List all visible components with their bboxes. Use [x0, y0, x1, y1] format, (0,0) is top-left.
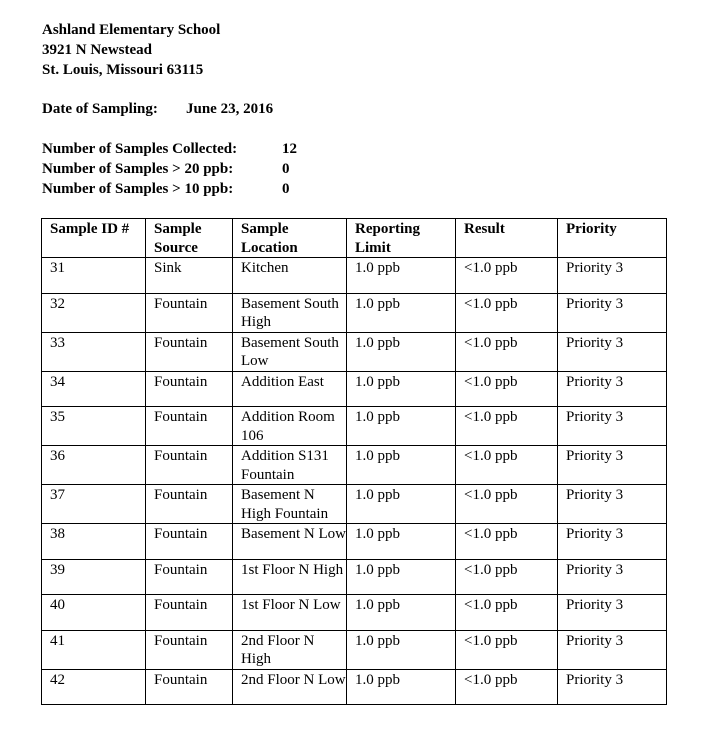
cell-reporting-limit: 1.0 ppb — [347, 559, 456, 595]
cell-sample-source: Fountain — [146, 669, 233, 705]
cell-priority: Priority 3 — [558, 559, 667, 595]
summary-label: Number of Samples > 20 ppb: — [42, 161, 234, 177]
table-header-row — [42, 219, 667, 258]
cell-sample-id: 42 — [42, 669, 146, 705]
header-sample-location: Sample Location — [233, 219, 347, 258]
samples-table — [41, 218, 667, 705]
cell-result: <1.0 ppb — [456, 293, 558, 332]
summary-label: Number of Samples > 10 ppb: — [42, 181, 234, 197]
cell-sample-source: Fountain — [146, 407, 233, 446]
cell-priority: Priority 3 — [558, 669, 667, 705]
cell-reporting-limit: 1.0 ppb — [347, 669, 456, 705]
cell-reporting-limit: 1.0 ppb — [347, 258, 456, 294]
header-priority: Priority — [558, 219, 667, 258]
table-row — [42, 407, 667, 446]
cell-sample-source: Fountain — [146, 332, 233, 371]
school-city: St. Louis, Missouri 63115 — [42, 62, 204, 78]
cell-priority: Priority 3 — [558, 293, 667, 332]
cell-sample-id: 39 — [42, 559, 146, 595]
cell-sample-source: Fountain — [146, 446, 233, 485]
summary-label: Number of Samples Collected: — [42, 141, 238, 157]
cell-reporting-limit: 1.0 ppb — [347, 630, 456, 669]
table-row — [42, 669, 667, 705]
cell-sample-id: 33 — [42, 332, 146, 371]
cell-sample-id: 35 — [42, 407, 146, 446]
school-address: 3921 N Newstead — [42, 42, 152, 58]
cell-priority: Priority 3 — [558, 258, 667, 294]
cell-reporting-limit: 1.0 ppb — [347, 595, 456, 631]
sampling-date-value: June 23, 2016 — [186, 101, 274, 117]
cell-reporting-limit: 1.0 ppb — [347, 485, 456, 524]
cell-result: <1.0 ppb — [456, 258, 558, 294]
cell-reporting-limit: 1.0 ppb — [347, 293, 456, 332]
cell-sample-source: Fountain — [146, 371, 233, 407]
cell-sample-source: Fountain — [146, 559, 233, 595]
summary-value: 0 — [282, 161, 290, 177]
cell-reporting-limit: 1.0 ppb — [347, 407, 456, 446]
cell-result: <1.0 ppb — [456, 559, 558, 595]
cell-sample-location: Basement N High Fountain — [233, 485, 347, 524]
summary-value: 12 — [282, 141, 297, 157]
cell-sample-source: Fountain — [146, 524, 233, 560]
cell-reporting-limit: 1.0 ppb — [347, 371, 456, 407]
cell-result: <1.0 ppb — [456, 669, 558, 705]
cell-priority: Priority 3 — [558, 371, 667, 407]
cell-priority: Priority 3 — [558, 332, 667, 371]
cell-sample-source: Fountain — [146, 293, 233, 332]
cell-sample-location: Addition Room 106 — [233, 407, 347, 446]
cell-sample-location: 1st Floor N High — [233, 559, 347, 595]
header-reporting-limit: Reporting Limit — [347, 219, 456, 258]
table-row — [42, 630, 667, 669]
cell-sample-location: 2nd Floor N Low — [233, 669, 347, 705]
cell-sample-id: 38 — [42, 524, 146, 560]
table-row — [42, 524, 667, 560]
cell-result: <1.0 ppb — [456, 524, 558, 560]
cell-result: <1.0 ppb — [456, 407, 558, 446]
header-sample-id: Sample ID # — [42, 219, 146, 258]
cell-sample-id: 34 — [42, 371, 146, 407]
cell-sample-id: 37 — [42, 485, 146, 524]
cell-priority: Priority 3 — [558, 524, 667, 560]
sampling-date-label: Date of Sampling: — [42, 101, 158, 117]
table-row — [42, 371, 667, 407]
cell-result: <1.0 ppb — [456, 630, 558, 669]
table-row — [42, 559, 667, 595]
cell-sample-location: Addition S131 Fountain — [233, 446, 347, 485]
cell-sample-location: Basement N Low — [233, 524, 347, 560]
cell-sample-location: Addition East — [233, 371, 347, 407]
cell-sample-id: 31 — [42, 258, 146, 294]
cell-sample-id: 36 — [42, 446, 146, 485]
cell-reporting-limit: 1.0 ppb — [347, 524, 456, 560]
school-name: Ashland Elementary School — [42, 22, 221, 38]
cell-sample-source: Fountain — [146, 485, 233, 524]
cell-reporting-limit: 1.0 ppb — [347, 446, 456, 485]
cell-priority: Priority 3 — [558, 630, 667, 669]
cell-result: <1.0 ppb — [456, 595, 558, 631]
cell-result: <1.0 ppb — [456, 332, 558, 371]
table-row — [42, 293, 667, 332]
cell-sample-location: Basement South Low — [233, 332, 347, 371]
cell-result: <1.0 ppb — [456, 446, 558, 485]
cell-priority: Priority 3 — [558, 407, 667, 446]
table-row — [42, 332, 667, 371]
cell-sample-location: Basement South High — [233, 293, 347, 332]
cell-sample-id: 40 — [42, 595, 146, 631]
cell-priority: Priority 3 — [558, 595, 667, 631]
cell-priority: Priority 3 — [558, 485, 667, 524]
cell-sample-source: Fountain — [146, 595, 233, 631]
table-row — [42, 446, 667, 485]
cell-sample-location: Kitchen — [233, 258, 347, 294]
table-row — [42, 258, 667, 294]
cell-sample-id: 32 — [42, 293, 146, 332]
cell-sample-location: 2nd Floor N High — [233, 630, 347, 669]
cell-sample-source: Fountain — [146, 630, 233, 669]
cell-reporting-limit: 1.0 ppb — [347, 332, 456, 371]
table-row — [42, 595, 667, 631]
cell-result: <1.0 ppb — [456, 485, 558, 524]
cell-sample-id: 41 — [42, 630, 146, 669]
cell-sample-location: 1st Floor N Low — [233, 595, 347, 631]
header-sample-source: Sample Source — [146, 219, 233, 258]
header-result: Result — [456, 219, 558, 258]
table-row — [42, 485, 667, 524]
cell-sample-source: Sink — [146, 258, 233, 294]
summary-value: 0 — [282, 181, 290, 197]
cell-result: <1.0 ppb — [456, 371, 558, 407]
cell-priority: Priority 3 — [558, 446, 667, 485]
